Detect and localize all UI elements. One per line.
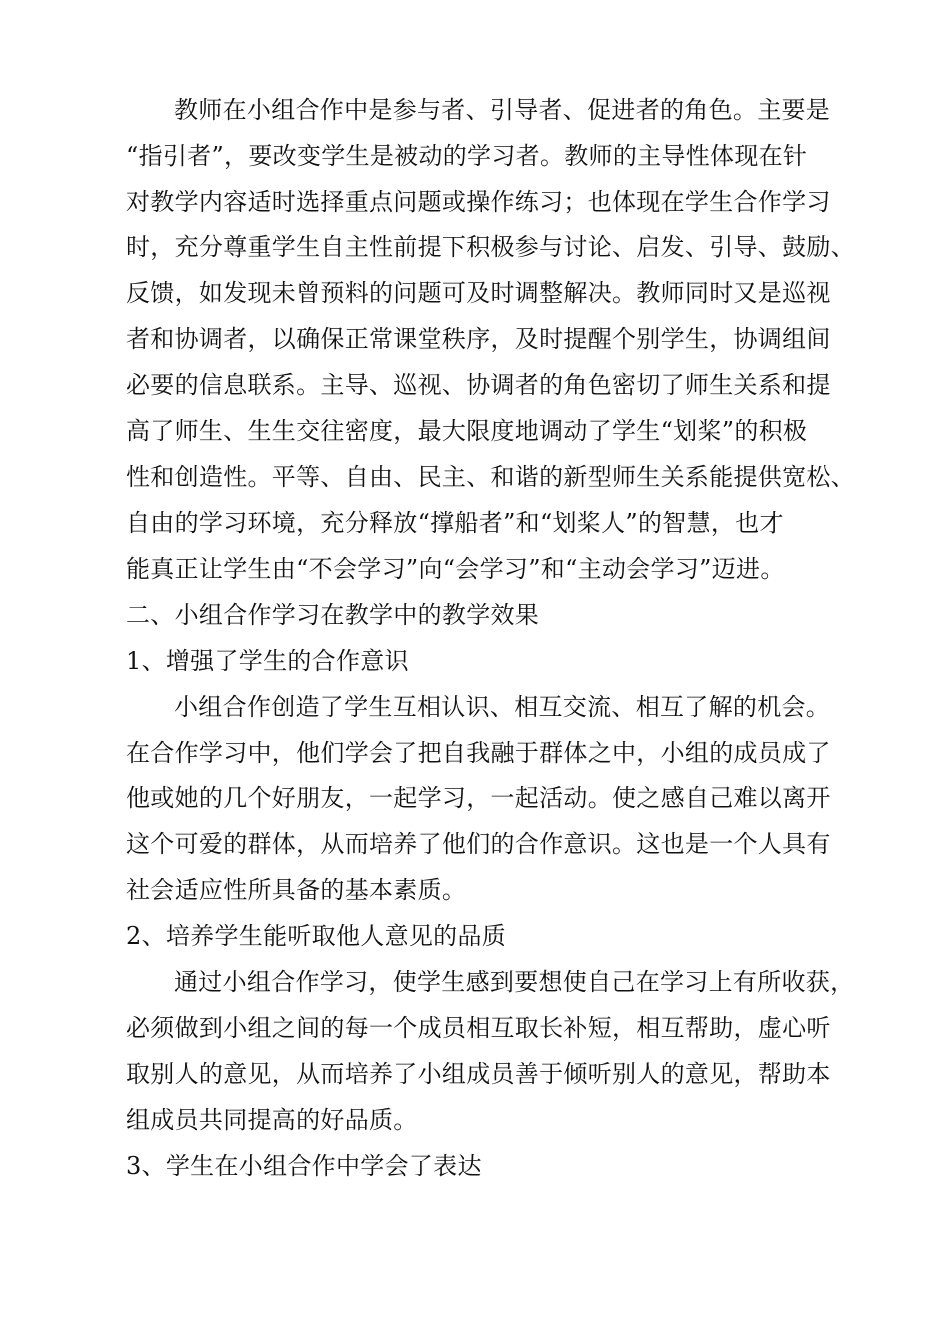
paragraph-line: 必须做到小组之间的每一个成员相互取长补短，相互帮助，虚心听 xyxy=(126,1014,831,1042)
paragraph-line: 能真正让学生由“不会学习”向“会学习”和“主动会学习”迈进。 xyxy=(126,555,785,583)
paragraph-line: 社会适应性所具备的基本素质。 xyxy=(126,876,467,904)
paragraph-line: 自由的学习环境，充分释放“撑船者”和“划桨人”的智慧，也才 xyxy=(126,509,784,537)
subsection-heading: 3、学生在小组合作中学会了表达 xyxy=(126,1152,482,1180)
subsection-heading: 2、培养学生能听取他人意见的品质 xyxy=(126,922,507,950)
paragraph-line: 取别人的意见，从而培养了小组成员善于倾听别人的意见，帮助本 xyxy=(126,1060,831,1088)
paragraph-line: “指引者”，要改变学生是被动的学习者。教师的主导性体现在针 xyxy=(126,142,808,170)
paragraph-line: 高了师生、生生交往密度，最大限度地调动了学生“划桨”的积极 xyxy=(126,417,808,445)
paragraph-line: 组成员共同提高的好品质。 xyxy=(126,1106,418,1134)
paragraph-line: 他或她的几个好朋友，一起学习，一起活动。使之感自己难以离开 xyxy=(126,784,831,812)
paragraph-line: 反馈，如发现未曾预料的问题可及时调整解决。教师同时又是巡视 xyxy=(126,279,831,307)
section-heading: 二、小组合作学习在教学中的教学效果 xyxy=(126,601,540,629)
paragraph-line: 时，充分尊重学生自主性前提下积极参与讨论、启发、引导、鼓励、 xyxy=(126,233,855,261)
paragraph-line: 小组合作创造了学生互相认识、相互交流、相互了解的机会。 xyxy=(174,693,831,721)
subsection-heading: 1、增强了学生的合作意识 xyxy=(126,647,409,675)
paragraph-line: 对教学内容适时选择重点问题或操作练习；也体现在学生合作学习 xyxy=(126,188,831,216)
paragraph-line: 通过小组合作学习，使学生感到要想使自己在学习上有所收获， xyxy=(174,968,855,996)
paragraph-line: 这个可爱的群体，从而培养了他们的合作意识。这也是一个人具有 xyxy=(126,830,831,858)
paragraph-line: 在合作学习中，他们学会了把自我融于群体之中，小组的成员成了 xyxy=(126,739,831,767)
paragraph-line: 教师在小组合作中是参与者、引导者、促进者的角色。主要是 xyxy=(174,96,831,124)
paragraph-line: 性和创造性。平等、自由、民主、和谐的新型师生关系能提供宽松、 xyxy=(126,463,855,491)
paragraph-line: 必要的信息联系。主导、巡视、协调者的角色密切了师生关系和提 xyxy=(126,371,831,399)
paragraph-line: 者和协调者，以确保正常课堂秩序，及时提醒个别学生，协调组间 xyxy=(126,325,831,353)
